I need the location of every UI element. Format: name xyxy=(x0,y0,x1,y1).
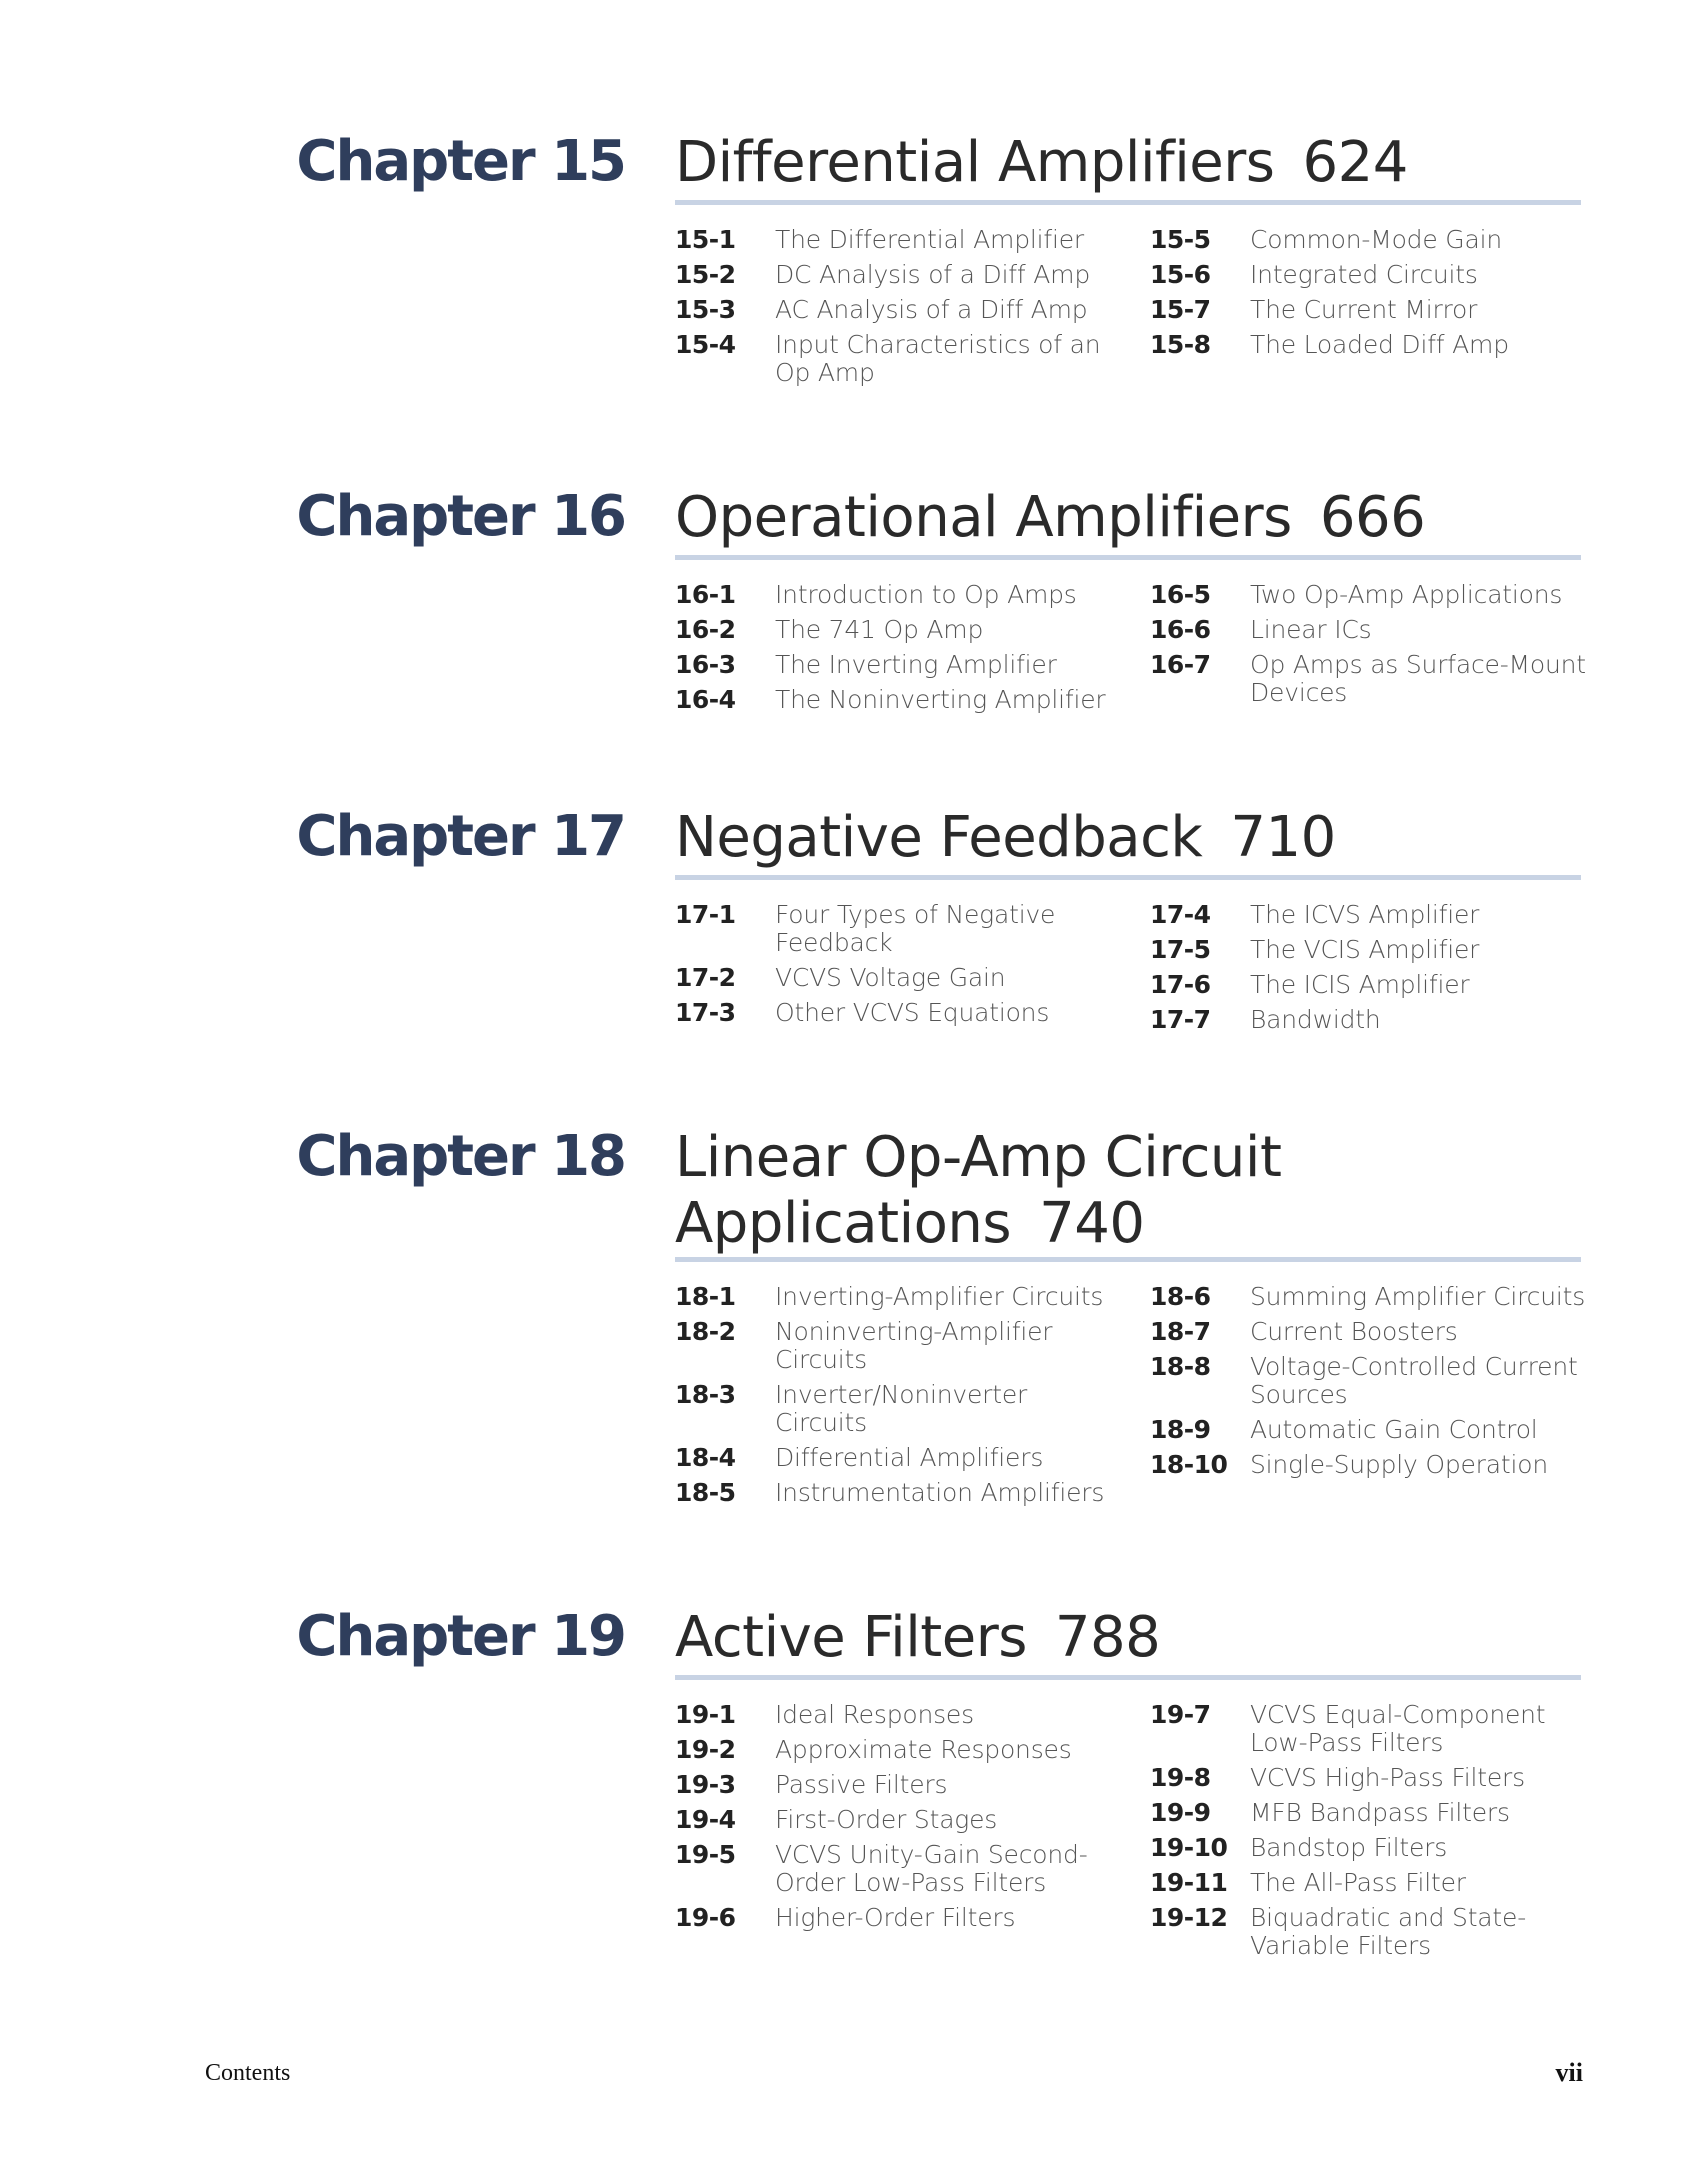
section-entry xyxy=(1150,296,1590,324)
section-number: 17-6 xyxy=(1150,970,1211,999)
section-list-right xyxy=(1150,1283,1590,1486)
section-entry xyxy=(1150,331,1590,359)
section-entry xyxy=(1150,971,1510,999)
section-entry xyxy=(1150,1869,1550,1897)
section-entry xyxy=(675,1771,1115,1799)
section-number: 19-6 xyxy=(675,1903,736,1932)
section-entry xyxy=(1150,1318,1590,1346)
chapter-page-number: 788 xyxy=(1054,1605,1161,1670)
section-entry xyxy=(675,1444,1115,1472)
chapter-label: Chapter 18 xyxy=(296,1124,625,1189)
section-title: The Noninverting Amplifier xyxy=(775,685,1106,714)
section-title: VCVS Equal-Component Low-Pass Filters xyxy=(1250,1700,1546,1757)
section-list-right xyxy=(1150,901,1510,1041)
section-entry xyxy=(1150,226,1590,254)
section-number: 18-3 xyxy=(675,1380,736,1409)
section-number: 15-7 xyxy=(1150,295,1211,324)
section-list-right xyxy=(1150,1701,1550,1967)
section-title: The 741 Op Amp xyxy=(775,615,984,644)
section-title: VCVS Unity-Gain Second-Order Low-Pass Filters xyxy=(775,1840,1088,1897)
section-title: Passive Filters xyxy=(775,1770,948,1799)
section-title: Op Amps as Surface-Mount Devices xyxy=(1250,650,1586,707)
section-number: 19-2 xyxy=(675,1735,736,1764)
section-number: 19-7 xyxy=(1150,1700,1211,1729)
section-number: 15-3 xyxy=(675,295,736,324)
section-list-left xyxy=(675,901,1115,1034)
section-title: Inverting-Amplifier Circuits xyxy=(775,1282,1104,1311)
section-title: Integrated Circuits xyxy=(1250,260,1478,289)
section-entry xyxy=(675,651,1115,679)
chapter-rule xyxy=(675,555,1581,560)
section-entry xyxy=(675,296,1115,324)
section-title: VCVS Voltage Gain xyxy=(775,963,1006,992)
section-number: 15-2 xyxy=(675,260,736,289)
chapter-title-text: Differential Amplifiers xyxy=(675,130,1275,195)
chapter-title-text: Active Filters xyxy=(675,1605,1027,1670)
section-title: Four Types of Negative Feedback xyxy=(775,900,1056,957)
section-entry xyxy=(1150,616,1590,644)
section-title: MFB Bandpass Filters xyxy=(1250,1798,1510,1827)
footer-page-number: vii xyxy=(1555,2058,1583,2087)
section-entry xyxy=(675,1806,1115,1834)
section-entry xyxy=(675,901,1115,957)
section-title: Single-Supply Operation xyxy=(1250,1450,1548,1479)
chapter-title xyxy=(675,1605,1585,1671)
chapter-label: Chapter 16 xyxy=(296,484,625,549)
section-title: Differential Amplifiers xyxy=(775,1443,1044,1472)
section-entry xyxy=(675,581,1115,609)
chapter-title xyxy=(675,485,1585,551)
chapter-title-text: Negative Feedback xyxy=(675,805,1203,870)
section-title: Linear ICs xyxy=(1250,615,1372,644)
section-entry xyxy=(1150,581,1590,609)
section-entry xyxy=(1150,1799,1550,1827)
section-number: 18-8 xyxy=(1150,1352,1211,1381)
section-entry xyxy=(675,1736,1115,1764)
section-number: 19-9 xyxy=(1150,1798,1211,1827)
section-entry xyxy=(1150,1764,1550,1792)
section-entry xyxy=(1150,1701,1550,1757)
section-title: The Current Mirror xyxy=(1250,295,1478,324)
section-title: The All-Pass Filter xyxy=(1250,1868,1466,1897)
section-number: 16-6 xyxy=(1150,615,1211,644)
section-title: Summing Amplifier Circuits xyxy=(1250,1282,1586,1311)
section-title: Introduction to Op Amps xyxy=(775,580,1077,609)
section-list-left xyxy=(675,226,1115,394)
section-number: 17-4 xyxy=(1150,900,1211,929)
section-title: Instrumentation Amplifiers xyxy=(775,1478,1105,1507)
section-entry xyxy=(1150,1353,1590,1409)
section-number: 16-1 xyxy=(675,580,736,609)
section-number: 16-2 xyxy=(675,615,736,644)
chapter-title xyxy=(675,805,1585,871)
section-entry xyxy=(675,1479,1115,1507)
section-title: Common-Mode Gain xyxy=(1250,225,1502,254)
section-title: AC Analysis of a Diff Amp xyxy=(775,295,1088,324)
section-entry xyxy=(675,1318,1115,1374)
section-title: Approximate Responses xyxy=(775,1735,1072,1764)
section-title: The ICVS Amplifier xyxy=(1250,900,1480,929)
section-entry xyxy=(1150,651,1590,707)
section-title: The Differential Amplifier xyxy=(775,225,1084,254)
section-number: 15-1 xyxy=(675,225,736,254)
section-entry xyxy=(675,616,1115,644)
section-number: 19-10 xyxy=(1150,1833,1228,1862)
section-title: Inverter/Noninverter Circuits xyxy=(775,1380,1028,1437)
section-number: 19-12 xyxy=(1150,1903,1228,1932)
section-number: 19-3 xyxy=(675,1770,736,1799)
section-number: 17-7 xyxy=(1150,1005,1211,1034)
chapter-label: Chapter 19 xyxy=(296,1604,625,1669)
section-number: 17-3 xyxy=(675,998,736,1027)
section-list-left xyxy=(675,1283,1115,1514)
section-number: 19-11 xyxy=(1150,1868,1228,1897)
chapter-page-number: 666 xyxy=(1319,485,1426,550)
section-entry xyxy=(675,686,1115,714)
chapter-label: Chapter 15 xyxy=(296,129,625,194)
section-number: 19-5 xyxy=(675,1840,736,1869)
section-entry xyxy=(1150,936,1510,964)
section-number: 15-5 xyxy=(1150,225,1211,254)
section-number: 16-4 xyxy=(675,685,736,714)
section-number: 17-2 xyxy=(675,963,736,992)
section-title: First-Order Stages xyxy=(775,1805,998,1834)
section-entry xyxy=(675,226,1115,254)
section-title: The Inverting Amplifier xyxy=(775,650,1057,679)
section-entry xyxy=(675,1841,1115,1897)
chapter-label: Chapter 17 xyxy=(296,804,625,869)
section-entry xyxy=(1150,1451,1590,1479)
section-number: 19-1 xyxy=(675,1700,736,1729)
section-entry xyxy=(675,964,1115,992)
section-entry xyxy=(1150,1416,1590,1444)
section-number: 15-4 xyxy=(675,330,736,359)
section-entry xyxy=(675,1283,1115,1311)
section-number: 15-8 xyxy=(1150,330,1211,359)
chapter-title xyxy=(675,130,1585,196)
section-entry xyxy=(1150,1283,1590,1311)
section-number: 18-4 xyxy=(675,1443,736,1472)
section-number: 16-3 xyxy=(675,650,736,679)
section-title: VCVS High-Pass Filters xyxy=(1250,1763,1525,1792)
section-title: Ideal Responses xyxy=(775,1700,974,1729)
section-title: The VCIS Amplifier xyxy=(1250,935,1480,964)
section-list-right xyxy=(1150,581,1590,714)
section-number: 18-9 xyxy=(1150,1415,1211,1444)
section-title: Voltage-Controlled Current Sources xyxy=(1250,1352,1578,1409)
section-number: 18-2 xyxy=(675,1317,736,1346)
section-list-left xyxy=(675,1701,1115,1939)
section-title: The ICIS Amplifier xyxy=(1250,970,1470,999)
section-number: 18-1 xyxy=(675,1282,736,1311)
section-entry xyxy=(675,999,1115,1027)
section-title: Higher-Order Filters xyxy=(775,1903,1016,1932)
section-number: 19-4 xyxy=(675,1805,736,1834)
section-list-left xyxy=(675,581,1115,721)
section-entry xyxy=(675,261,1115,289)
chapter-rule xyxy=(675,875,1581,880)
section-entry xyxy=(1150,261,1590,289)
section-entry xyxy=(675,1904,1115,1932)
chapter-rule xyxy=(675,1257,1581,1262)
section-title: Two Op-Amp Applications xyxy=(1250,580,1563,609)
section-number: 15-6 xyxy=(1150,260,1211,289)
chapter-page-number: 710 xyxy=(1230,805,1336,870)
section-title: Biquadratic and State-Variable Filters xyxy=(1250,1903,1527,1960)
footer-section-label: Contents xyxy=(205,2060,291,2086)
section-number: 17-1 xyxy=(675,900,736,929)
section-number: 16-5 xyxy=(1150,580,1211,609)
section-number: 16-7 xyxy=(1150,650,1211,679)
section-number: 19-8 xyxy=(1150,1763,1211,1792)
section-entry xyxy=(1150,901,1510,929)
chapter-title xyxy=(675,1125,1315,1257)
section-title: Input Characteristics of an Op Amp xyxy=(775,330,1101,387)
section-title: Bandwidth xyxy=(1250,1005,1381,1034)
chapter-title-text: Operational Amplifiers xyxy=(675,485,1292,550)
chapter-page-number: 740 xyxy=(1039,1191,1145,1257)
section-entry xyxy=(675,1701,1115,1729)
section-entry xyxy=(1150,1834,1550,1862)
section-title: Automatic Gain Control xyxy=(1250,1415,1538,1444)
chapter-rule xyxy=(675,200,1581,205)
section-entry xyxy=(675,1381,1115,1437)
section-title: Noninverting-Amplifier Circuits xyxy=(775,1317,1053,1374)
chapter-title-text: Linear Op-Amp Circuit Applications xyxy=(675,1125,1282,1257)
section-entry xyxy=(1150,1904,1550,1960)
section-title: Current Boosters xyxy=(1250,1317,1458,1346)
section-title: Other VCVS Equations xyxy=(775,998,1050,1027)
section-entry xyxy=(675,331,1115,387)
section-number: 18-5 xyxy=(675,1478,736,1507)
chapter-page-number: 624 xyxy=(1302,130,1408,195)
section-title: DC Analysis of a Diff Amp xyxy=(775,260,1090,289)
section-number: 18-10 xyxy=(1150,1450,1228,1479)
section-number: 17-5 xyxy=(1150,935,1211,964)
section-number: 18-7 xyxy=(1150,1317,1211,1346)
section-entry xyxy=(1150,1006,1510,1034)
chapter-rule xyxy=(675,1675,1581,1680)
section-title: The Loaded Diff Amp xyxy=(1250,330,1509,359)
section-list-right xyxy=(1150,226,1590,366)
section-title: Bandstop Filters xyxy=(1250,1833,1448,1862)
section-number: 18-6 xyxy=(1150,1282,1211,1311)
